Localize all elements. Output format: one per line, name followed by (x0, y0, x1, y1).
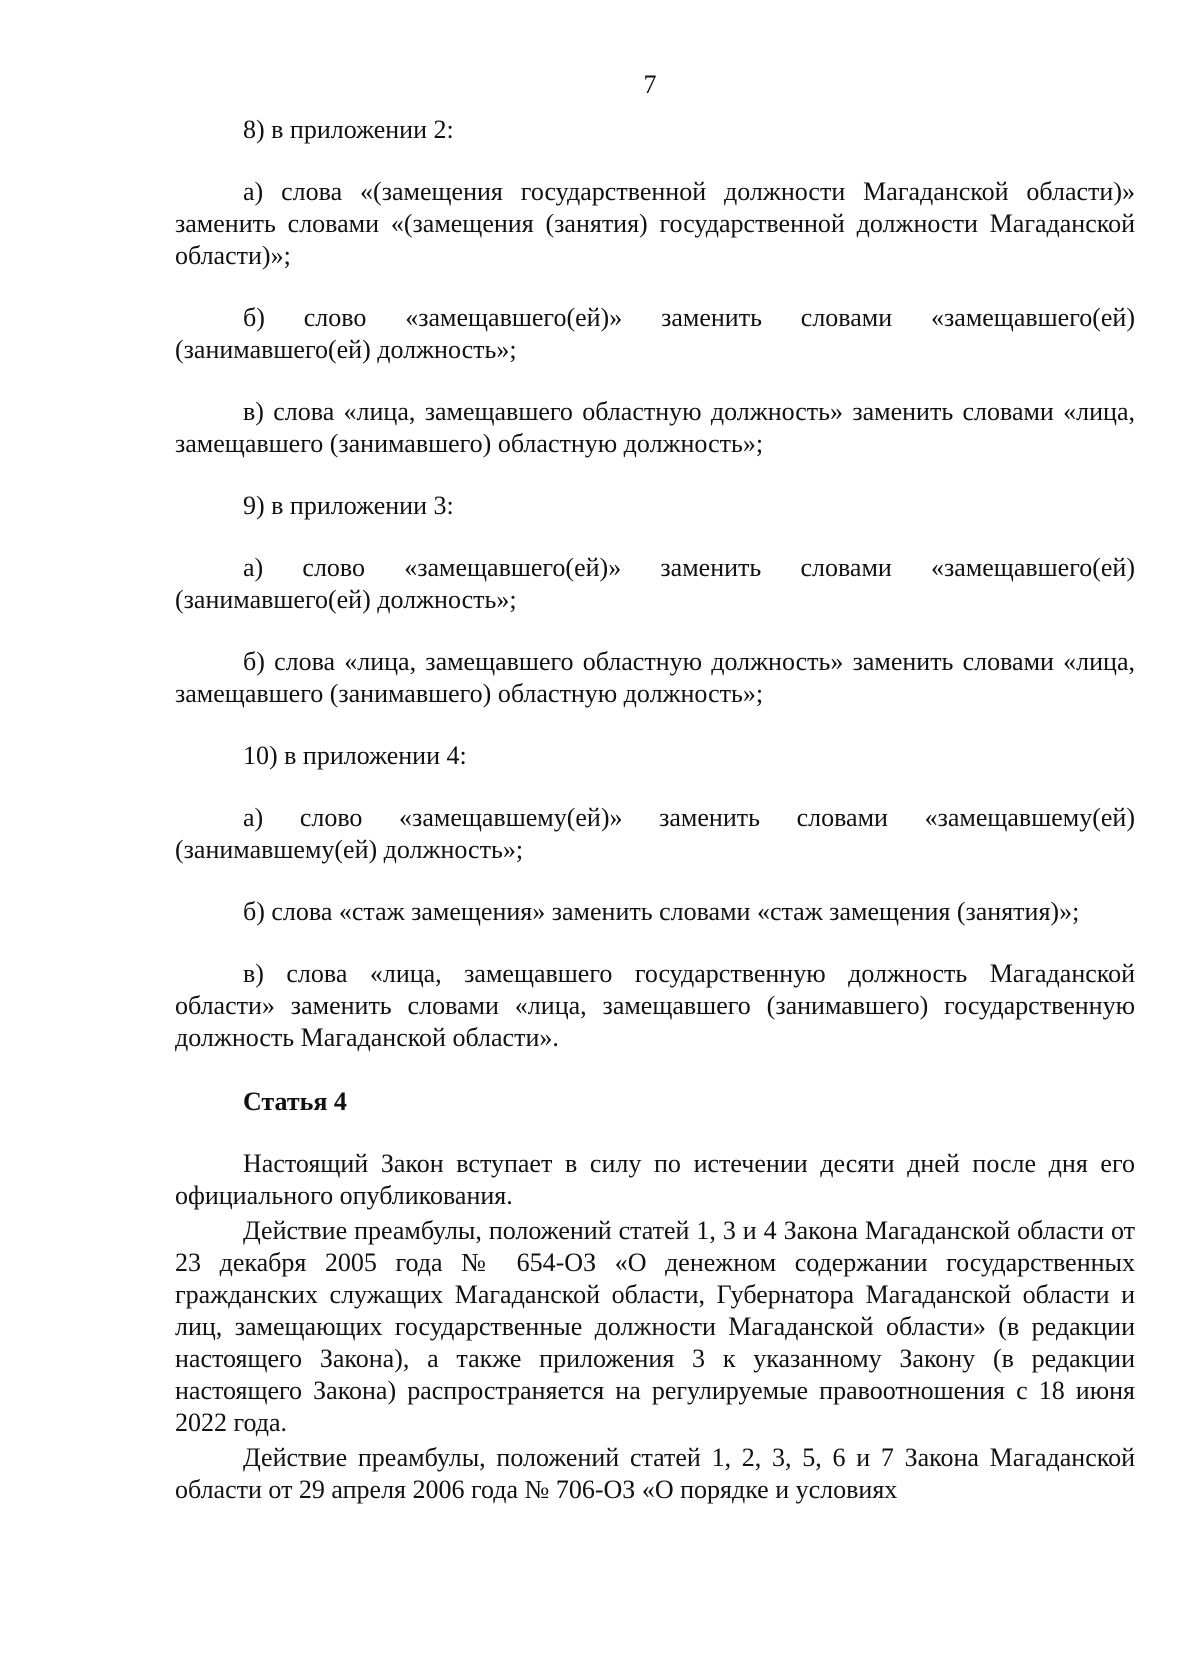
list-item-8: 8) в приложении 2: (243, 115, 454, 144)
sub-item-9b: б) слова «лица, замещавшего областную должность» заменить словами «лица, замещавшего (занимавшего) областную должность»; (175, 647, 1135, 708)
article-paragraph: Настоящий Закон вступает в силу по истечении десяти дней после дня его официального опубликования. (175, 1149, 1135, 1210)
list-item-10: 10) в приложении 4: (243, 741, 467, 770)
sub-item-8a: а) слова «(замещения государственной должности Магаданской области)» заменить словами «(замещения (занятия) государственной должности Магаданской области)»; (175, 177, 1135, 270)
document-body (175, 114, 1135, 1506)
sub-item-10a: а) слово «замещавшему(ей)» заменить словами «замещавшему(ей) (занимавшему(ей) должность»; (175, 803, 1135, 864)
article-heading: Статья 4 (243, 1087, 347, 1116)
list-item-9: 9) в приложении 3: (243, 491, 454, 520)
page-number: 7 (643, 70, 657, 99)
article-paragraph: Действие преамбулы, положений статей 1, 2, 3, 5, 6 и 7 Закона Магаданской области от 29 апреля 2006 года № 706-ОЗ «О порядке и условиях (175, 1443, 1135, 1504)
article-paragraph: Действие преамбулы, положений статей 1, 3 и 4 Закона Магаданской области от 23 декабря 2005 года № 654-ОЗ «О денежном содержании государственных гражданских служащих Магаданской области, Губернатора Магаданской области и лиц, замещающих государственные должности Магаданской области» (в редакции настоящего Закона), а также приложения 3 к указанному Закону (в редакции настоящего Закона) распространяется на регулируемые правоотношения с 18 июня 2022 года. (175, 1216, 1135, 1437)
sub-item-8b: б) слово «замещавшего(ей)» заменить словами «замещавшего(ей) (занимавшего(ей) должность»; (175, 303, 1135, 364)
sub-item-10c: в) слова «лица, замещавшего государственную должность Магаданской области» заменить словами «лица, замещавшего (занимавшего) государственную должность Магаданской области». (175, 959, 1135, 1052)
sub-item-9a: а) слово «замещавшего(ей)» заменить словами «замещавшего(ей) (занимавшего(ей) должность»; (175, 553, 1135, 614)
sub-item-10b: б) слова «стаж замещения» заменить словами «стаж замещения (занятия)»; (243, 897, 1080, 926)
sub-item-8c: в) слова «лица, замещавшего областную должность» заменить словами «лица, замещавшего (занимавшего) областную должность»; (175, 397, 1135, 458)
